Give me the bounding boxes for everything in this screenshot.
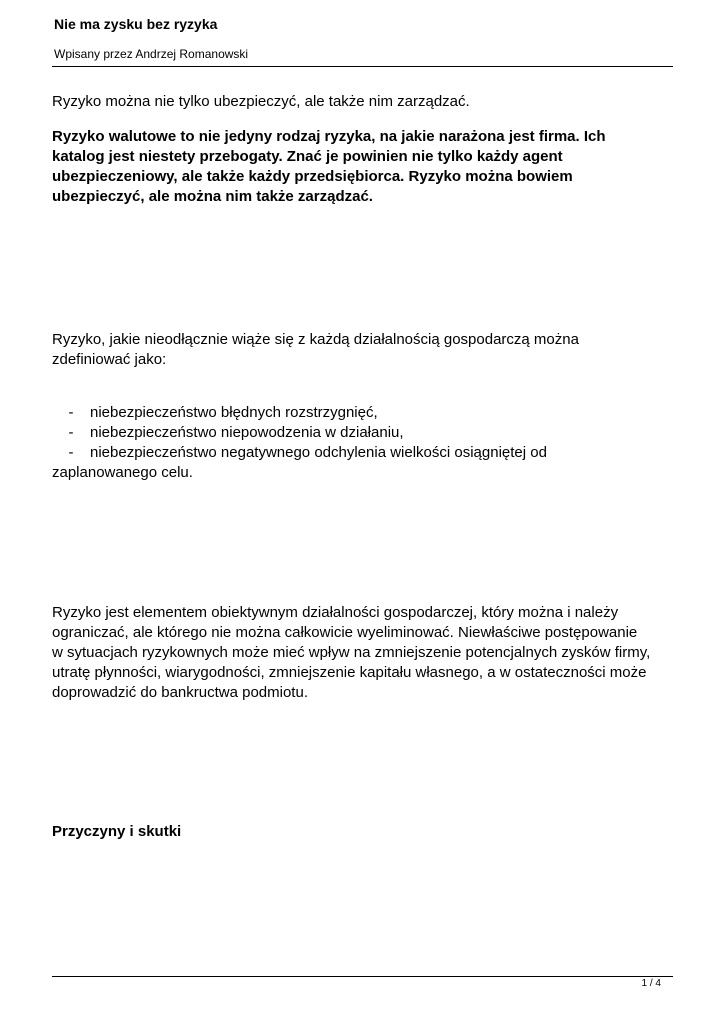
- section-heading: Przyczyny i skutki: [52, 823, 182, 840]
- page-title: Nie ma zysku bez ryzyka: [54, 16, 218, 32]
- list-item-text: niebezpieczeństwo niepowodzenia w działaniu,: [90, 424, 404, 441]
- intro-paragraph: Ryzyko można nie tylko ubezpieczyć, ale także nim zarządzać.: [52, 93, 470, 110]
- body-paragraph: Ryzyko jest elementem obiektywnym działalności gospodarczej, który można i należy ograniczać, ale którego nie można całkowicie wyeliminować. Niewłaściwe postępowanie w sytuacjach ryzykownych może mieć wpływ na zmniejszenie potencjalnych zysków firmy, utratę płynności, wiarygodności, zmniejszenie kapitału własnego, a w ostateczności może doprowadzić do bankructwa podmiotu.: [52, 604, 651, 701]
- footer-divider: [52, 976, 673, 977]
- list-item: [52, 443, 652, 483]
- page-number: 1 / 4: [641, 978, 661, 989]
- list-item-text: niebezpieczeństwo błędnych rozstrzygnięć,: [90, 404, 378, 421]
- list-item-text: niebezpieczeństwo negatywnego odchylenia wielkości osiągniętej od zaplanowanego celu.: [52, 444, 547, 481]
- list-item: [52, 423, 652, 443]
- risk-list: [52, 403, 652, 483]
- lead-paragraph: Ryzyko walutowe to nie jedyny rodzaj ryzyka, na jakie narażona jest firma. Ich katalog jest niestety przebogaty. Znać je powinien nie tylko każdy agent ubezpieczeniowy, ale także każdy przedsiębiorca. Ryzyko można bowiem ubezpieczyć, ale można nim także zarządzać.: [52, 128, 606, 205]
- header-divider: [52, 66, 673, 67]
- list-marker: -: [68, 424, 74, 441]
- definition-paragraph: Ryzyko, jakie nieodłącznie wiąże się z każdą działalnością gospodarczą można zdefiniować jako:: [52, 331, 579, 368]
- list-item: [52, 403, 652, 423]
- author-line: Wpisany przez Andrzej Romanowski: [54, 47, 249, 61]
- list-marker: -: [68, 404, 74, 421]
- list-marker: -: [68, 444, 74, 461]
